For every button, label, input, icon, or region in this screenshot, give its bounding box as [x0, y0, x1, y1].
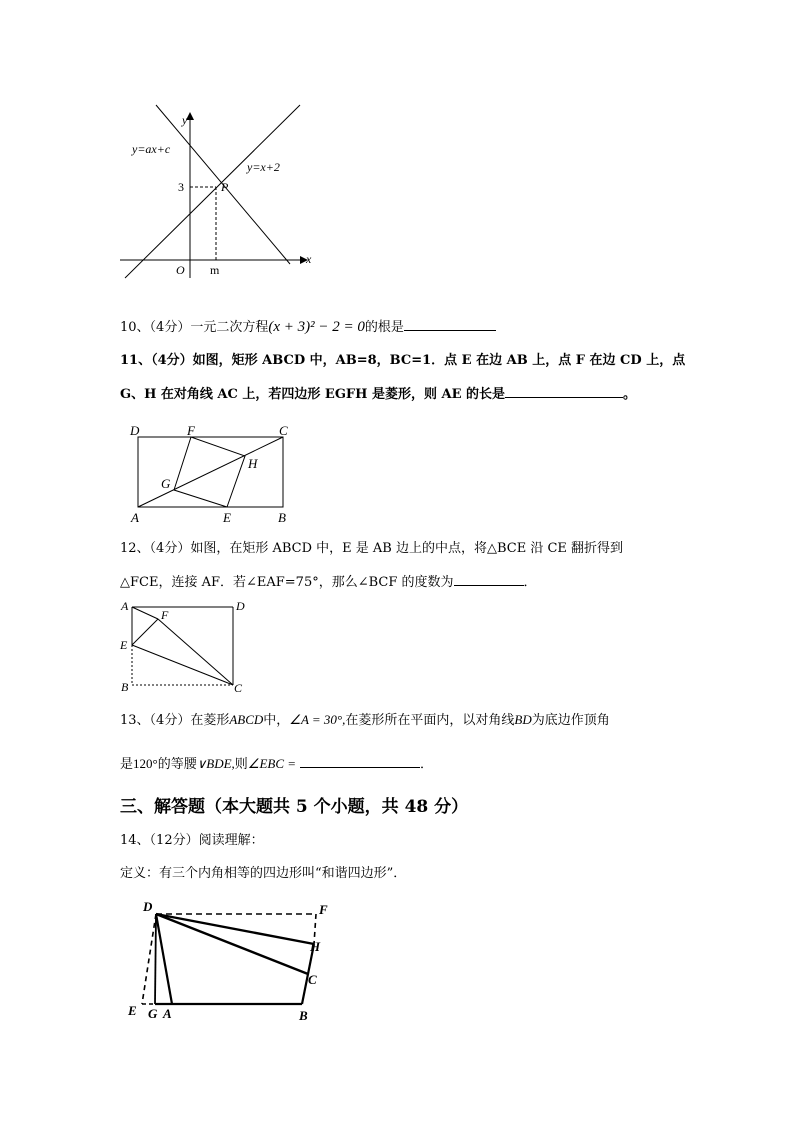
- q11-line2-end: 。: [623, 387, 637, 402]
- q13-answer-blank[interactable]: [300, 755, 420, 768]
- q13-l1-angle: ∠A = 30°,: [289, 712, 346, 727]
- label-h: H: [310, 939, 321, 954]
- q12-line2-end: ．: [523, 575, 537, 590]
- question-11-line2: [120, 385, 636, 403]
- label-a: A: [131, 510, 139, 525]
- q10-equation: (x + 3)² − 2 = 0: [268, 319, 365, 335]
- label-e: E: [223, 510, 231, 525]
- label-d: D: [143, 899, 153, 914]
- y-tick-label: 3: [178, 180, 184, 194]
- line2-label: y=x+2: [247, 160, 280, 174]
- section-3-title: 三、解答题（本大题共 5 个小题，共 48 分）: [120, 797, 469, 817]
- q10-prefix: 10、（4分）一元二次方程: [120, 320, 269, 335]
- q13-l2-bde: ∨BDE,: [196, 756, 235, 771]
- line1-label: y=ax+c: [132, 142, 171, 156]
- q11-line2-text: G、H 在对角线 AC 上，若四边形 EGFH 是菱形，则 AE 的长是: [120, 387, 506, 402]
- q13-l2-e: 则: [234, 757, 248, 772]
- label-c: C: [308, 972, 317, 987]
- segment-fc: [158, 619, 233, 685]
- segment-dc: [156, 914, 308, 974]
- label-d: D: [130, 423, 140, 438]
- label-g: G: [161, 476, 171, 491]
- segment-dg: [155, 914, 156, 1004]
- question-11-line1: 11、（4分）如图，矩形 ABCD 中，AB=8，BC=1．点 E 在边 AB 上，点 F 在边 CD 上，点: [120, 353, 686, 368]
- segment-af: [132, 607, 158, 619]
- segment-da: [156, 914, 172, 1004]
- q13-l1-g: 为底边作顶角: [531, 713, 610, 728]
- label-a: A: [121, 599, 129, 613]
- q13-l1-e: 在菱形所在平面内，以对角线: [345, 713, 515, 728]
- question-13-line1: [120, 712, 610, 729]
- x-axis-label: x: [306, 252, 312, 266]
- label-e: E: [128, 1003, 137, 1018]
- label-a: A: [163, 1006, 172, 1021]
- label-b: B: [299, 1008, 308, 1023]
- question-12-line1: 12、（4分）如图，在矩形 ABCD 中，E 是 AB 边上的中点，将△BCE 沿 CE 翻折得到: [120, 541, 624, 556]
- label-b: B: [121, 680, 129, 694]
- label-c: C: [279, 423, 288, 438]
- label-b: B: [278, 510, 286, 525]
- harmonic-quadrilateral-figure: [120, 896, 340, 1026]
- question-12-line2: [120, 573, 537, 591]
- coordinate-graph-figure: [110, 100, 330, 280]
- q13-l1-c: 中，: [263, 713, 290, 728]
- q13-l2-ebc: ∠EBC =: [247, 756, 297, 771]
- q13-l1-abcd: ABCD: [229, 712, 264, 727]
- label-h: H: [248, 456, 258, 471]
- question-13-line2: [120, 755, 433, 773]
- diagonal-ac: [138, 437, 283, 507]
- x-tick-label: m: [210, 263, 220, 277]
- segment-ef: [132, 619, 158, 645]
- q13-l2-a: 是: [120, 757, 134, 772]
- q13-l2-120: 120°: [133, 756, 158, 771]
- q10-answer-blank[interactable]: [404, 318, 496, 331]
- label-f: F: [187, 423, 195, 438]
- segment-dh: [156, 914, 314, 944]
- label-f: F: [161, 608, 169, 622]
- label-g: G: [148, 1006, 158, 1021]
- question-14-line1: 14、（12分）阅读理解：: [120, 833, 264, 848]
- origin-label: O: [176, 263, 185, 277]
- q11-answer-blank[interactable]: [505, 385, 623, 398]
- q12-line2-text: △FCE，连接 AF．若∠EAF=75°，那么∠BCF 的度数为: [120, 575, 454, 590]
- question-14-line2: 定义：有三个内角相等的四边形叫“和谐四边形”．: [120, 866, 407, 881]
- q13-l2-end: ．: [420, 757, 434, 772]
- dashed-de: [142, 914, 156, 1004]
- point-p-label: P: [221, 180, 229, 194]
- rectangle-rhombus-figure: [125, 422, 305, 527]
- label-f: F: [319, 902, 328, 917]
- q13-l2-c: 的等腰: [157, 757, 197, 772]
- y-axis-label: y: [182, 113, 188, 127]
- q10-suffix: 的根是: [364, 320, 404, 335]
- segment-ec: [132, 645, 233, 685]
- q12-answer-blank[interactable]: [454, 573, 524, 586]
- q13-l1-a: 13、（4分）在菱形: [120, 713, 230, 728]
- label-e: E: [120, 638, 128, 652]
- q13-l1-bd: BD: [514, 712, 532, 727]
- question-10: [120, 318, 496, 336]
- line-y-x-2: [125, 105, 300, 278]
- fold-rectangle-figure: [115, 597, 260, 697]
- label-c: C: [234, 681, 243, 695]
- label-d: D: [236, 599, 245, 613]
